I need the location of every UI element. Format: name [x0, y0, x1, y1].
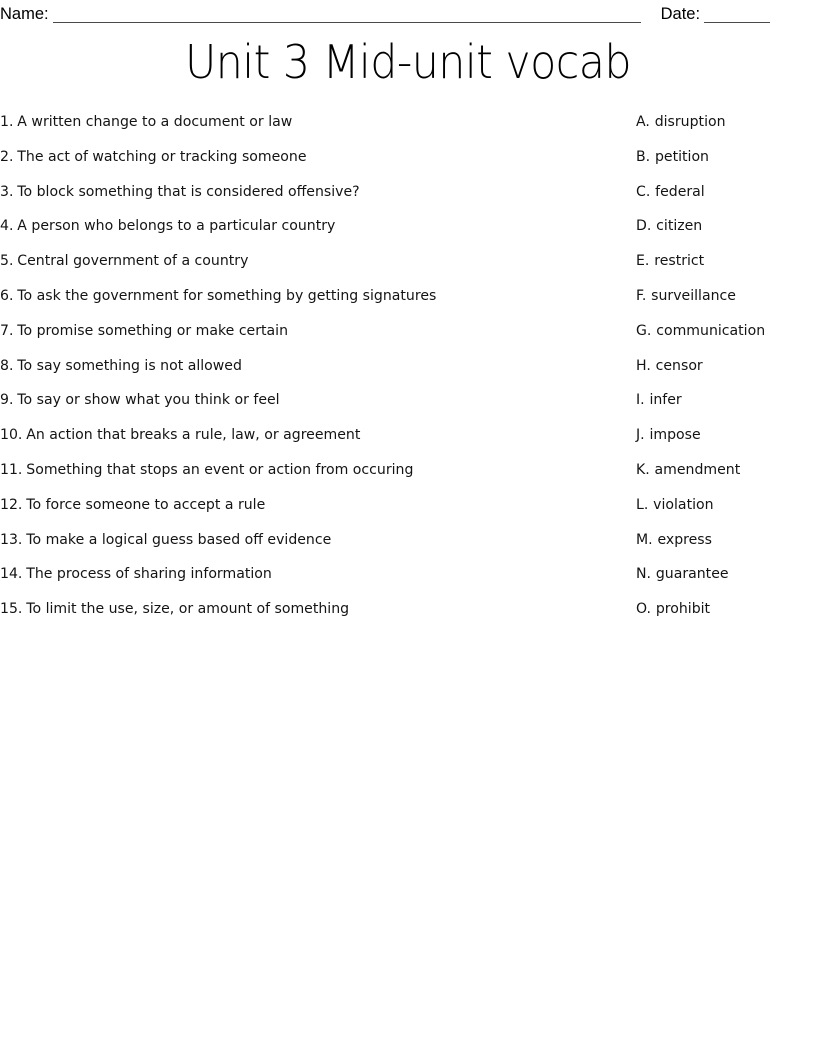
definition-number: 9.	[0, 391, 14, 409]
answer-option[interactable]	[636, 460, 810, 495]
answer-option[interactable]	[636, 495, 810, 530]
answer-letter: B.	[636, 147, 651, 165]
definition-item[interactable]	[0, 356, 598, 391]
answer-word: surveillance	[651, 286, 736, 304]
answer-letter: I.	[636, 391, 645, 409]
answer-option[interactable]	[636, 356, 810, 391]
answer-option[interactable]	[636, 216, 810, 251]
definition-text: To ask the government for something by getting signatures	[17, 286, 437, 304]
answer-letter: C.	[636, 182, 651, 200]
definition-number: 11.	[0, 460, 23, 478]
definition-item[interactable]	[0, 460, 598, 495]
answer-word: communication	[656, 321, 766, 339]
answer-letter: D.	[636, 217, 652, 235]
answer-letter: E.	[636, 252, 650, 270]
answer-letter: J.	[636, 426, 645, 444]
date-label: Date:	[660, 5, 701, 23]
definition-number: 12.	[0, 495, 23, 513]
answer-option[interactable]	[636, 530, 810, 565]
definition-text: Central government of a country	[17, 252, 249, 270]
answer-word: petition	[654, 147, 709, 165]
answer-option[interactable]	[636, 286, 810, 321]
definition-text: To say something is not allowed	[17, 356, 242, 374]
definition-item[interactable]	[0, 530, 598, 565]
definition-text: The act of watching or tracking someone	[17, 147, 307, 165]
definition-number: 5.	[0, 252, 14, 270]
definition-number: 7.	[0, 321, 14, 339]
answer-word: restrict	[654, 252, 705, 270]
answer-word: disruption	[654, 113, 726, 130]
definition-item[interactable]	[0, 495, 598, 530]
definition-number: 15.	[0, 600, 23, 618]
answer-option[interactable]	[636, 112, 810, 147]
answer-word: federal	[655, 182, 705, 200]
answer-word: citizen	[656, 217, 703, 235]
definition-number: 4.	[0, 217, 14, 235]
definition-item[interactable]	[0, 182, 598, 217]
answer-letter: M.	[636, 530, 653, 548]
answer-letter: A.	[636, 113, 650, 130]
answer-option[interactable]	[636, 147, 810, 182]
answer-letter: F.	[636, 286, 647, 304]
definition-item[interactable]	[0, 147, 598, 182]
definition-number: 1.	[0, 113, 14, 130]
answer-option[interactable]	[636, 251, 810, 286]
answer-option[interactable]	[636, 564, 810, 599]
definition-item[interactable]	[0, 390, 598, 425]
definition-item[interactable]	[0, 425, 598, 460]
definition-item[interactable]	[0, 251, 598, 286]
answer-word: amendment	[654, 460, 741, 478]
definition-text: An action that breaks a rule, law, or agreement	[26, 426, 361, 444]
definition-number: 2.	[0, 147, 14, 165]
definition-text: To promise something or make certain	[17, 321, 289, 339]
definition-item[interactable]	[0, 216, 598, 251]
definition-item[interactable]	[0, 564, 598, 599]
page-title: Unit 3 Mid-unit vocab	[184, 35, 632, 89]
answer-word: censor	[655, 356, 703, 374]
answer-word: guarantee	[655, 565, 729, 583]
definition-text: The process of sharing information	[26, 565, 272, 583]
definition-item[interactable]	[0, 286, 598, 321]
answer-option[interactable]	[636, 390, 810, 425]
answer-option[interactable]	[636, 599, 810, 634]
worksheet-body	[0, 112, 816, 652]
answer-word: express	[657, 530, 712, 548]
answer-word: prohibit	[655, 600, 711, 618]
definition-number: 13.	[0, 530, 23, 548]
date-group	[661, 5, 770, 26]
date-write-in-line[interactable]	[704, 7, 770, 23]
definition-text: To block something that is considered offensive?	[17, 182, 360, 200]
answer-option[interactable]	[636, 321, 810, 356]
definition-item[interactable]	[0, 321, 598, 356]
definition-number: 8.	[0, 356, 14, 374]
answer-letter: O.	[636, 600, 652, 618]
definition-text: A person who belongs to a particular country	[17, 217, 336, 235]
definition-text: To make a logical guess based off evidence	[26, 530, 332, 548]
answer-letter: N.	[636, 565, 652, 583]
definition-text: To say or show what you think or feel	[17, 391, 280, 409]
header-name-date-row	[0, 0, 816, 26]
definition-text: To limit the use, size, or amount of something	[26, 600, 350, 618]
answer-letter: K.	[636, 460, 650, 478]
definition-text: Something that stops an event or action from occuring	[26, 460, 414, 478]
definition-number: 14.	[0, 565, 23, 583]
answer-option[interactable]	[636, 425, 810, 460]
definition-text: A written change to a document or law	[17, 113, 293, 130]
answer-word: violation	[653, 495, 714, 513]
answer-word: impose	[649, 426, 701, 444]
definition-number: 3.	[0, 182, 14, 200]
answer-letter: H.	[636, 356, 651, 374]
name-write-in-line[interactable]	[53, 7, 641, 23]
definition-number: 10.	[0, 426, 23, 444]
answer-letter: G.	[636, 321, 652, 339]
definitions-column	[0, 112, 620, 634]
answer-bank-column	[636, 112, 816, 634]
definition-item[interactable]	[0, 112, 598, 147]
definition-item[interactable]	[0, 599, 598, 634]
answer-word: infer	[649, 391, 682, 409]
definition-number: 6.	[0, 286, 14, 304]
definition-text: To force someone to accept a rule	[26, 495, 266, 513]
answer-letter: L.	[636, 495, 649, 513]
name-label: Name:	[0, 5, 49, 23]
answer-option[interactable]	[636, 182, 810, 217]
